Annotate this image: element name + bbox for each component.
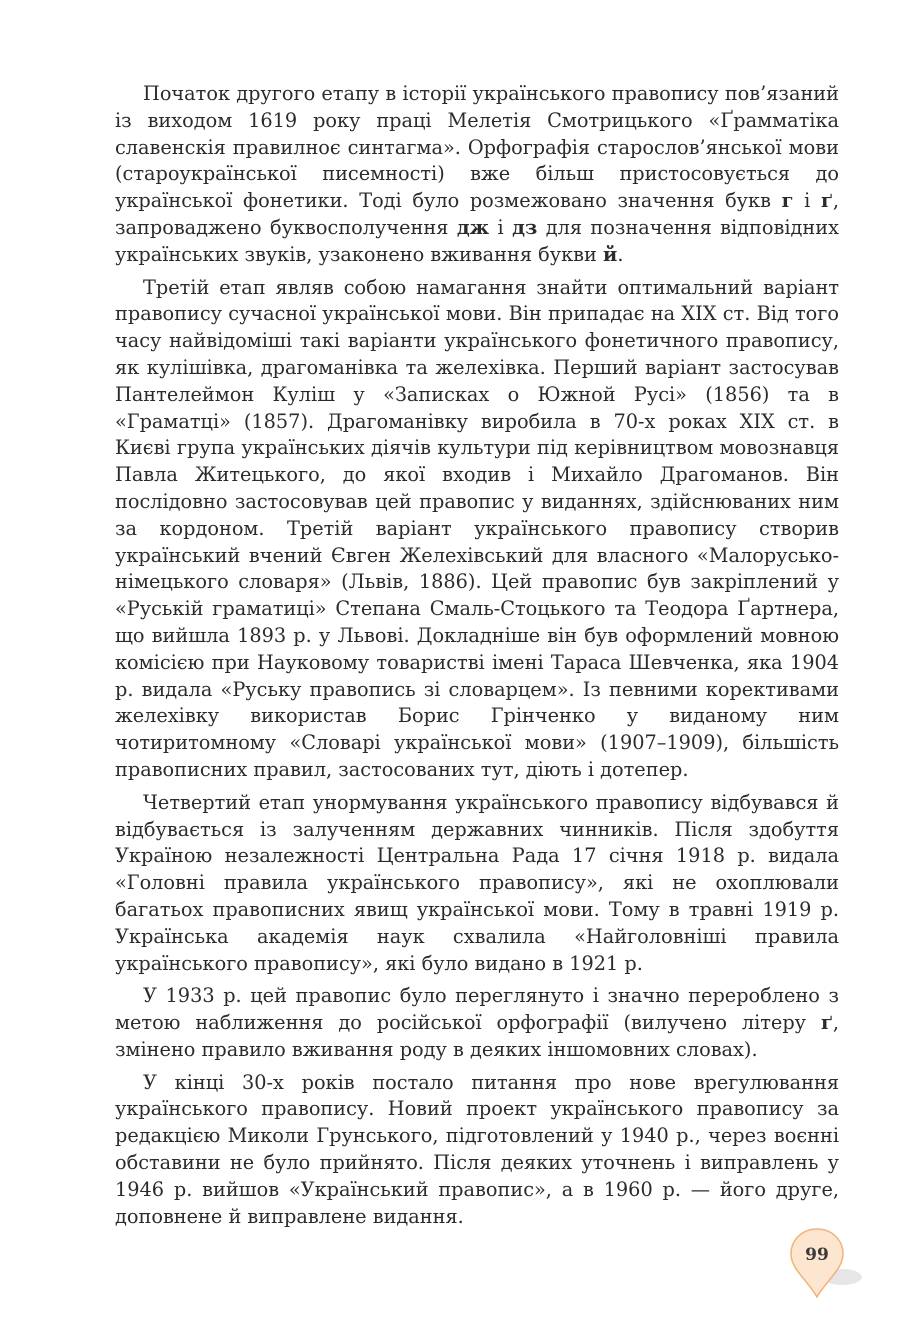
paragraph-third-stage — [115, 275, 839, 784]
bold-digraph-dz: дз — [512, 215, 538, 239]
text-run: Початок другого етапу в історії українського правопису пов’язаний із виходом 1619 року праці Мелетія Смотрицького «Ґрамматіка славенскія правилноє синтагма». Орфографія старослов’янської мови (староукраїнської писемності) вже більш пристосовується до української фонетики. Тоді було розмежовано значення букв — [115, 82, 839, 213]
text-run: і — [489, 215, 513, 239]
bold-digraph-dzh: дж — [456, 215, 490, 239]
text-run: Четвертий етап унормування українського правопису відбувався й відбувається із залученням державних чинників. Після здобуття Україною незалежності Центральна Рада 17 січня 1918 р. видала «Головні правила українського правопису», які не охоплювали багатьох правописних явищ української мови. Тому в травні 1919 р. Українська академія наук схвалила «Найголовніші правила українського правопису», які було видано в 1921 р. — [115, 790, 839, 975]
paragraph-1933-revision — [115, 983, 839, 1063]
text-run: У кінці 30-х років постало питання про нове врегулювання українського правопису. Новий проект українського правопису за редакцією Миколи Грунського, підготовлений у 1940 р., через воєнні обставини не було прийнято. Після деяких уточнень і виправлень у 1946 р. вийшов «Український правопис», а в 1960 р. — його друге, доповнене й виправлене видання. — [115, 1070, 839, 1228]
paragraph-fourth-stage — [115, 790, 839, 978]
bold-letter-ge: ґ — [820, 1011, 833, 1035]
bold-letter-y: й — [603, 242, 618, 266]
paragraph-late-1930s — [115, 1070, 839, 1231]
text-run: для позначення відповідних українських звуків, узаконено вживання букви — [115, 215, 839, 266]
page-number: 99 — [805, 1245, 829, 1265]
text-run: , запроваджено буквосполучення — [115, 189, 839, 239]
bold-letter-ge: ґ — [820, 189, 833, 213]
text-run: Третій етап являв собою намагання знайти оптимальний варіант правопису сучасної української мови. Він припадає на XIX ст. Від того часу найвідоміші такі варіанти українського фонетичного правопису, як кулішівка, драгоманівка та желехівка. Перший варіант застосував Пантелеймон Куліш у «Записках о Южной Русі» (1856) та в «Граматці» (1857). Драгоманівку виробила в 70-х роках XIX ст. в Києві група українських діячів культури під керівництвом мовознавця Павла Житецького, до якої входив і Михайло Драгоманов. Він послідовно застосовував цей правопис у виданнях, здійснюваних ним за кордоном. Третій варіант українського правопису створив український вчений Євген Желехівський для власного «Малорусько-німецького словаря» (Львів, 1886). Цей правопис був закріплений у «Руській граматиці» Степана Смаль-Стоцького та Теодора Ґартнера, що вийшла 1893 р. у Львові. Докладніше він був оформлений мовною комісією при Науковому товаристві імені Тараса Шевченка, яка 1904 р. видала «Руську правопись зі словарцем». Із певними корективами желехівку використав Борис Грінченко у виданому ним чотиритомному «Словарі української мови» (1907–1909), більшість правописних правил, застосованих тут, діють і дотепер. — [115, 275, 839, 781]
text-run: . — [617, 242, 624, 266]
text-run: , змінено правило вживання роду в деяких іншомовних словах). — [115, 1011, 839, 1061]
page-text — [115, 81, 839, 1236]
bold-letter-g: г — [781, 189, 794, 213]
text-run: У 1933 р. цей правопис було переглянуто і значно перероблено з метою наближення до російської орфографії (вилучено літеру — [115, 984, 839, 1035]
paragraph-second-stage — [115, 81, 839, 269]
text-run: і — [793, 189, 821, 213]
